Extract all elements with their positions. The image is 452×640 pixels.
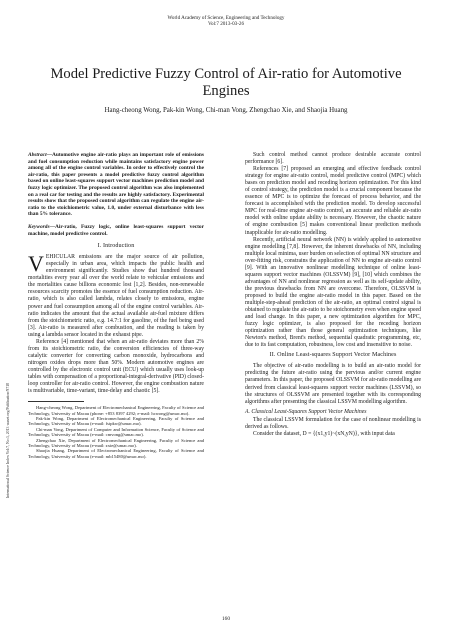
intro-paragraph-1 xyxy=(28,251,204,339)
footnote-3: Chi-man Vong, Department of Computer and Information Science, Faculty of Science and Technology, University of Macau (e-mail: cmvong@umac.mo). xyxy=(28,426,204,438)
keywords-text: Air-ratio, Fuzzy logic, online least-squares support vector machine, model predictive control. xyxy=(28,223,204,237)
side-index-note xyxy=(6,374,10,498)
sec2-paragraph-3: Consider the dataset, D = {(x1,y1)~(xN,yN)}, with input data xyxy=(253,430,395,437)
footnote-2: Pak-kin Wong, Department of Electromechanical Engineering, Faculty of Science and Technology, University of Macau (e-mail: fstpkw@umac.mo). xyxy=(28,415,204,427)
abstract xyxy=(28,152,204,218)
section-heading-introduction: I. Introduction xyxy=(97,243,135,250)
footnote-1: Hang-cheong Wong, Department of Electromechanical Engineering, Faculty of Science and Technology, University of Macau (phone: +853 8397 4292; e-mail: hcwong@umac.mo). xyxy=(28,405,204,416)
footnote-divider xyxy=(28,401,84,402)
paper-title: Model Predictive Fuzzy Control of Air-ratio for Automotive Engines xyxy=(50,66,402,99)
abstract-label: Abstract— xyxy=(28,152,52,158)
side-index-text: International Science Index Vol:7, No:3, 2013 waset.org/Publication/9718 xyxy=(6,382,10,498)
right-paragraph-1: Such control method cannot produce desirable accurate control performance [6]. xyxy=(245,152,421,166)
abstract-text: Automotive engine air-ratio plays an important role of emissions and fuel consumption reduction while maintains satisfactory engine power among all of the engine control variables. In order to effectively control the air-ratio, this paper presents a model predictive fuzzy control algorithm based on online least-squares support vector machines prediction model and fuzzy logic optimizer. The proposed control algorithm was also implemented on a real car for testing and the results are highly satisfactory. Experimental results show that the proposed control algorithm can regulate the engine air-ratio to the stoichiometric value, 1.0, under external disturbance with less than 5% tolerance. xyxy=(28,152,204,218)
section-heading-olssvm: II. Online Least-squares Support Vector Machines xyxy=(269,352,397,359)
sec2-paragraph-1: The objective of air-ratio modelling is to build an air-ratio model for predicting the future air-ratio using the pervious and/or current engine parameters. In this paper, the proposed OLSSVM for air-ratio modelling are derived from classical least-squares support vector machines (LSSVM), so the structures of OLSSVM are presented together with its corresponding algorithms after presenting the classical LSSVM modelling algorithm. xyxy=(245,363,421,405)
right-column xyxy=(245,152,421,438)
intro-paragraph-2: Reference [4] mentioned that when an air-ratio deviates more than 2% from its stoichiometric ratio, the conversion efficiencies of three-way catalytic converter for converting carbon monoxide, hydrocarbons and nitrogen oxides drops more than 50%. Modern automotive engines are controlled by the electronic control unit (ECU) which usually uses look-up tables with compensation of a proportional-integral-derivative (PID) closed-loop controller for air-ratio control. However, the engine combustion nature is multivariable, time-variant, time-delay and chaotic [5]. xyxy=(28,338,204,395)
keywords xyxy=(28,224,204,237)
keywords-label: Keywords— xyxy=(28,223,55,230)
sec2-paragraph-2: The classical LSSVM formulation for the case of nonlinear modelling is derived as follows. xyxy=(245,416,421,430)
paper-authors: Hang-cheong Wong, Pak-kin Wong, Chi-man Vong, Zhengchao Xie, and Shaojia Huang xyxy=(104,107,348,114)
subsection-heading-lssvm: A. Classical Least-Squares Support Vector Machines xyxy=(245,408,367,415)
journal-volume: Vol:7 2013-03-26 xyxy=(208,21,244,28)
right-paragraph-2: References [7] proposed an emerging and effective feedback control strategy for engine air-ratio control, model predictive control (MPC) which bases on prediction model and receding horizon optimization. For this kind of control strategy, the prediction model is a crucial component because the essence of MPC is to optimize the forecast of process behavior, and the forecast is accomplished with the prediction model. To develop successful MPC for real-time engine air-ratio control, an accurate and reliable air-ratio model with online update ability is necessary. However, the chaotic nature of engine combustion [5] makes conventional linear prediction methods inapplicable for air-ratio modelling. xyxy=(245,166,421,236)
journal-name: World Academy of Science, Engineering and Technology xyxy=(167,15,285,21)
footnote-5: Shaojia Huang, Department of Electromechanical Engineering, Faculty of Science and Technology, University of Macau (e-mail: mb15480@umac.mo). xyxy=(28,448,204,459)
right-paragraph-3: Recently, artificial neural network (NN) is widely applied to automotive engine modelling [7,8]. However, the inherent drawbacks of NN, including multiple local minima, user burden on selection of optimal NN structure and over-fitting risk, constrains the application of NN to engine air-ratio control [9]. With an innovative nonlinear modelling technique of online least-squares support vector machines (OLSSVM) [9], [10] which combines the advantages of NN and nonlinear regression as well as its self-update ability, the previous drawbacks from NN are overcome. Therefore, OLSSVM is proposed to build the engine air-ratio model in this paper. Based on the multiple-step-ahead prediction of the air-ratio, an optimal control signal is obtained to regulate the air-ratio to be stoichometry even when engine speed and load change. In this paper, a new optimization algorithm for MPC, fuzzy logic optimizer, is also proposed for the receding horizon optimization rather than those general optimization techniques, like Newton's method, Brent's method, sequential quadratic programming, etc, due to its fast computation, robustness, low cost and insensitive to noise. xyxy=(245,236,421,349)
left-column xyxy=(28,152,204,459)
drop-cap: V xyxy=(28,251,44,277)
intro-paragraph-1-text: EHICULAR emissions are the major source of air pollution, especially in urban area, which impacts the public health and environment significantly. Studies show that hundred thousand mortalities every year all over the world relate to vehicular emissions and the mortalities cause billions economic lost [1,2]. Besides, non-renewable resources scarcity promotes the essence of fuel consumption reduction. Air-ratio, which is also called lambda, relates closely to emissions, engine power and fuel consumption among all of the engine control variables. Air-ratio indicates the amount that the actual available air-fuel mixture differs from the stoichiometric ratio, e.g. 14.7:1 for gasoline, of the fuel being used [3]. Air-ratio is measured after combustion, and the reading is taken by using a lambda sensor located in the exhaust pipe. xyxy=(28,254,204,338)
footnote-4: Zhengchao Xie, Department of Electromechanical Engineering, Faculty of Science and Technology, University of Macau (e-mail: zxie@umac.mo). xyxy=(28,437,204,448)
journal-header xyxy=(0,15,452,28)
page-number: 160 xyxy=(222,616,230,622)
